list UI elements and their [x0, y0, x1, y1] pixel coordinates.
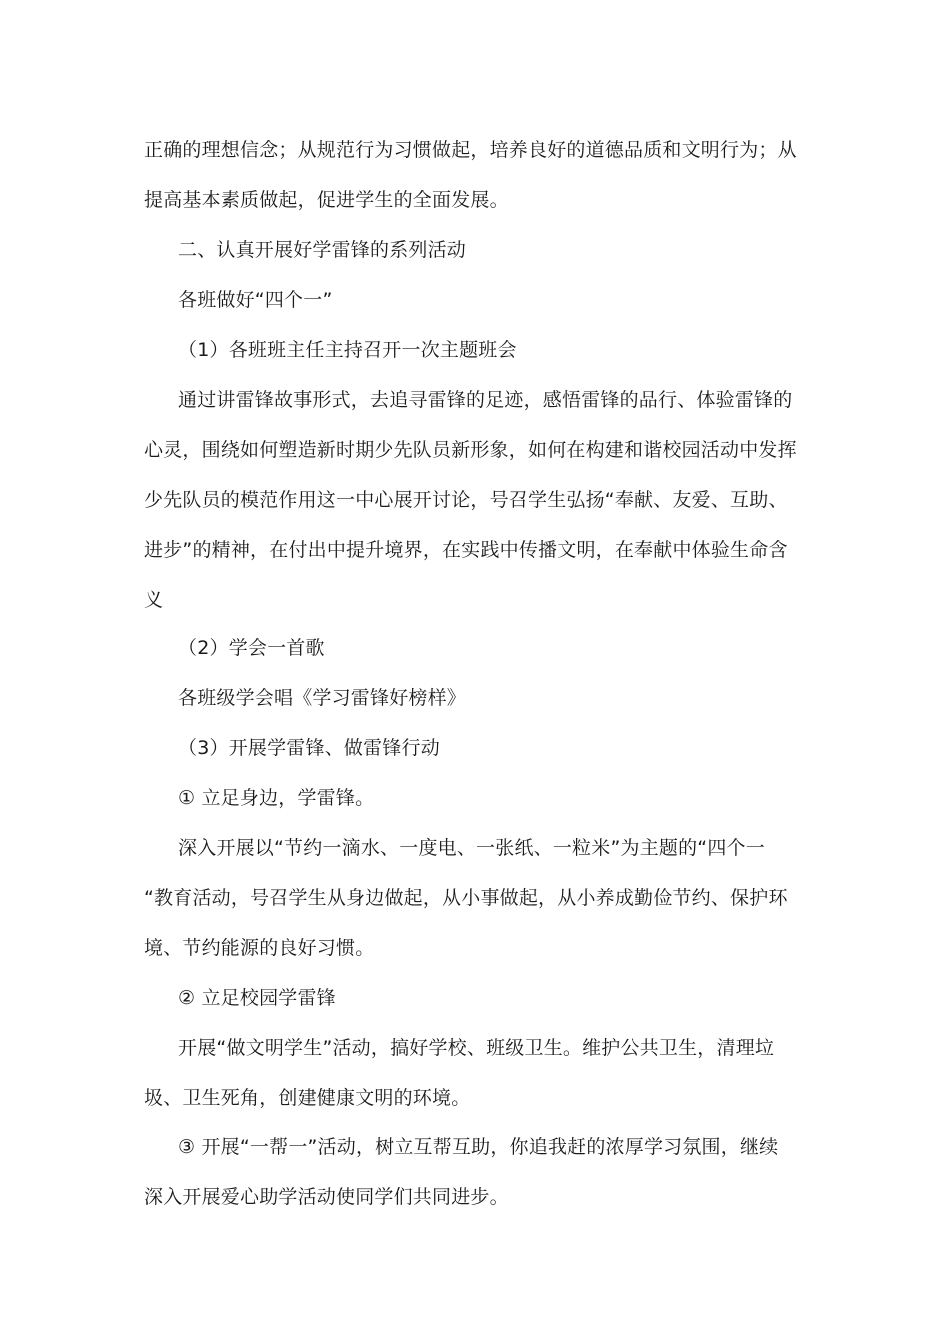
list-item-heading: ② 立足校园学雷锋 [178, 987, 336, 1009]
paragraph-line: 圾、卫生死角，创建健康文明的环境。 [144, 1087, 471, 1109]
subheading: （3）开展学雷锋、做雷锋行动 [178, 737, 440, 759]
paragraph-line: 少先队员的模范作用这一中心展开讨论，号召学生弘扬“奉献、友爱、互助、 [144, 489, 788, 511]
subheading: （2）学会一首歌 [178, 637, 325, 659]
paragraph-line: 深入开展爱心助学活动使同学们共同进步。 [144, 1186, 509, 1208]
paragraph-line: 各班做好“四个一” [178, 289, 333, 311]
paragraph-line: 开展“做文明学生”活动，搞好学校、班级卫生。维护公共卫生，清理垃 [178, 1037, 775, 1059]
paragraph-line: 通过讲雷锋故事形式，去追寻雷锋的足迹，感悟雷锋的品行、体验雷锋的 [178, 389, 793, 411]
paragraph-line: “教育活动，号召学生从身边做起，从小事做起，从小养成勤俭节约、保护环 [144, 887, 788, 909]
list-item-heading: ① 立足身边，学雷锋。 [178, 787, 375, 809]
list-item-heading: ③ 开展“一帮一”活动，树立互帮互助，你追我赶的浓厚学习氛围，继续 [178, 1136, 779, 1158]
paragraph-line: 义 [144, 589, 164, 611]
section-heading: 二、认真开展好学雷锋的系列活动 [178, 239, 467, 261]
paragraph-line: 正确的理想信念；从规范行为习惯做起，培养良好的道德品质和文明行为；从 [144, 139, 797, 161]
paragraph-line: 提高基本素质做起，促进学生的全面发展。 [144, 189, 509, 211]
paragraph-line: 心灵，围绕如何塑造新时期少先队员新形象，如何在构建和谐校园活动中发挥 [144, 439, 797, 461]
paragraph-line: 进步”的精神，在付出中提升境界，在实践中传播文明，在奉献中体验生命含 [144, 539, 788, 561]
paragraph-line: 各班级学会唱《学习雷锋好榜样》 [178, 687, 467, 709]
subheading: （1）各班班主任主持召开一次主题班会 [178, 339, 517, 361]
paragraph-line: 境、节约能源的良好习惯。 [144, 937, 375, 959]
paragraph-line: 深入开展以“节约一滴水、一度电、一张纸、一粒米”为主题的“四个一 [178, 837, 765, 859]
